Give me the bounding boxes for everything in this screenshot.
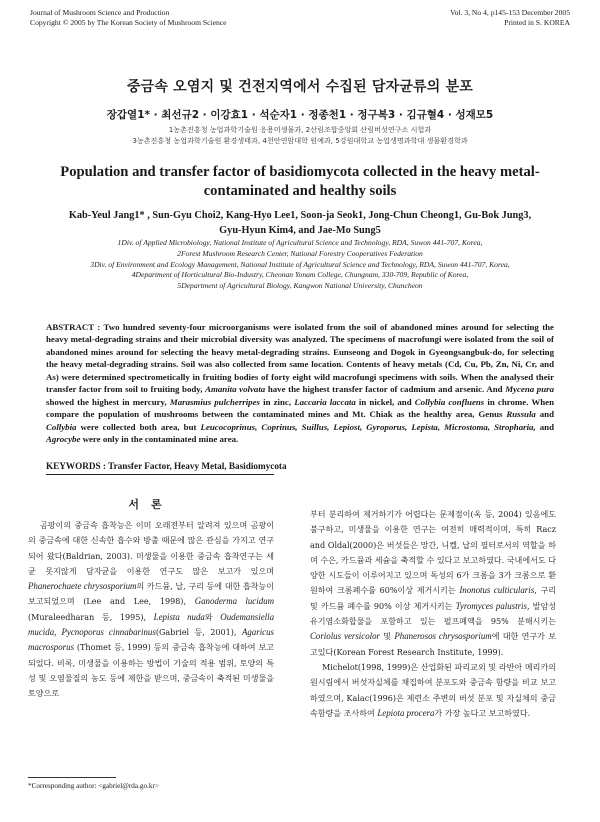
abstract-text: Two hundred seventy-four microorganisms were isolated from the soil of abandoned mines around for selecting the heavy metal-degrading strains and their microbial diversity was analyzed. The specimens of macrofungi were isolated from the soil of abandoned mines around for selecting the heavy metal-degrading strains. Eunseong and Dogok in Gyeongsangbuk-do, for selecting the heavy metal-degrading strains. Soil was also collected from same location. Contents of heavy metals (Cd, Cu, Pb, Zn, Ni, Cr, and As) were determined spectrometically in fruiting bodies of forty eight wild macrofungi specimens with soils. When the analysed their transfer factor from soil to fruiting body, <box>46 322 554 395</box>
species-name: Phanerochaete chrysosporium <box>28 581 137 592</box>
species-name: Laccaria laccata <box>294 396 356 407</box>
english-affiliation-line: 5Department of Agricultural Biology, Kangwon National University, Chuncheon <box>177 281 423 291</box>
abstract <box>46 321 554 446</box>
species-name: Oudemansiella mucida, Pycnoporus cinnabarinus <box>28 611 275 638</box>
english-title: Population and transfer factor of basidiomycota collected in the heavy metal-contaminated and healthy soils <box>60 164 540 199</box>
printed-in: Printed in S. KOREA <box>504 18 570 27</box>
body-text: 에 대한 연구가 보고있다(Korean Forest Research Institute, 1999). <box>310 632 556 657</box>
abstract-text: showed the highest in mercury, <box>46 396 167 407</box>
keywords-divider <box>46 474 274 475</box>
body-text: 및 <box>383 632 392 642</box>
body-text: 부터 분리하여 제거하기가 어렵다는 문제점이(옥 등, 2004) 있음에도 불구하고, 미생물을 이용한 연구는 여전히 매력적이며, 특히 Racz and Oldal(2000)은 버섯들은 망간, 니켈, 납의 필터로서의 역할을 하며 수은, 카드뮴과 세슘을 축적할 수 있다고 보고하였다. 국내에서도 다양한 시도들이 이루어지고 있으며 독성의 6가 크롬을 3가 크롬으로 환원하여 크롬폐수를 60%이상 제거시키는 <box>310 510 556 596</box>
keywords-text: Transfer Factor, Heavy Metal, Basidiomycota <box>108 461 287 471</box>
body-text: (Thomet 등, 1999) 등의 중금속 흡착능에 대하여 보고되었다. 비록, 미생물을 이용하는 방법이 기술의 적용 범위, 토양의 특성 및 오염물질의 농도 등에 제한을 받으며, 중금속이 축적된 미생물을 토양으로 <box>28 643 275 699</box>
korean-affiliation-line: 1농촌진흥청 농업과학기술원 응용미생물과, 2산림조합중앙회 산림버섯연구소 시험과 <box>168 125 432 134</box>
species-name: Agaricus macrosporus <box>28 627 274 653</box>
body-right-column <box>310 507 556 721</box>
abstract-text: in chrome. When compare the population of mushrooms between the contaminated mines and Mt. Chiak as the healthy area, Genus <box>46 396 555 420</box>
abstract-text: and <box>539 409 554 420</box>
species-name: Agrocybe <box>46 434 81 445</box>
abstract-text: have the highest transfer factor of cadmium and arsenic. And <box>267 384 503 395</box>
species-name: Amanita volvata <box>205 384 266 395</box>
abstract-text: were only in the contaminated mine area. <box>82 434 239 445</box>
species-name: Coriolus versicolor <box>310 631 381 642</box>
abstract-text: in zinc, <box>263 396 292 407</box>
korean-affiliations <box>0 124 600 146</box>
species-name: Collybia <box>46 421 77 432</box>
body-text: , 발암성 유기염소화합물을 포함하고 있는 펄프폐액을 95% 분해시키는 <box>310 601 556 627</box>
body-text: 가 가장 높다고 보고하였다. <box>434 708 531 718</box>
english-affiliations <box>40 238 560 292</box>
species-name: Marasmius pulcherripes <box>169 396 260 407</box>
species-name: Russula <box>506 409 536 420</box>
korean-title: 중금속 오염지 및 건전지역에서 수집된 담자균류의 분포 <box>126 79 474 95</box>
volume-info: Vol. 3, No 4, p145-153 December 2005 <box>450 8 570 17</box>
english-author-line: Kab-Yeul Jang1* , Sun-Gyu Choi2, Kang-Hyo Lee1, Soon-ja Seok1, Jong-Chun Cheong1, Gu-Bok Jung3, <box>68 210 532 221</box>
species-name: Mycena pura <box>505 384 555 395</box>
body-text: Michelot(1998, 1999)은 산업화된 파리교외 및 라반아 메리카의 원시림에서 버섯자실체를 채집하여 분포도와 중금속 함량을 비교 보고하였으며, Kalac(1996)은 제련소 주변의 버섯 분포 및 자실체의 중금속함량을 조사하여 <box>310 662 556 718</box>
english-affiliation-line: 1Div. of Applied Microbiology, National Institute of Agricultural Science and Technology, RDA, Suwon 441-707, Korea, <box>117 238 483 247</box>
english-affiliation-line: 3Div. of Environment and Ecology Management, National Institute of Agricultural Science and Technology, RDA, Suwon 441-707, Korea, <box>90 259 510 269</box>
journal-name: Journal of Mushroom Science and Production <box>30 8 170 17</box>
species-name: Ganoderma lucidum <box>194 596 274 607</box>
body-text: (Muraleedharan 등, 1995), <box>28 612 147 622</box>
abstract-text: and <box>539 421 555 432</box>
footnote-divider <box>28 777 116 778</box>
body-text: 의 카드뮴, 납, 구리 등에 대한 흡착능이 보고되었으며 (Lee and Lee, 1998), <box>28 582 274 607</box>
paragraph <box>310 507 556 660</box>
paragraph <box>310 660 556 721</box>
body-text: , 구리 및 카드뮴 폐수를 90% 이상 제거시키는 <box>310 586 556 611</box>
body-text: 와 <box>204 612 213 622</box>
body-text: (Gabriel 등, 2001), <box>155 628 237 638</box>
abstract-text: in nickel, and <box>358 396 412 407</box>
abstract-label: ABSTRACT : <box>46 322 101 332</box>
species-name: Tyromyces palustris <box>455 600 527 611</box>
body-text: 곰팡이의 중금속 흡착능은 이미 오래전부터 알려져 있으며 곰팡이의 중금속에 대한 신속한 흡수와 방출 때문에 많은 관심을 가지고 연구되어 왔다(Baldrian, 2003). 미생물을 이용한 중금속 흡착연구는 세균 못지않게 담자균을 이용한 연구도 많은 보고가 있으며 <box>28 521 274 576</box>
species-name: Lepiota procera <box>377 707 435 718</box>
keywords <box>46 461 554 471</box>
english-affiliation-line: 2Forest Mushroom Research Center, National Forestry Cooperatives Federation <box>177 248 423 258</box>
species-name: Lepista nuda <box>153 611 205 622</box>
body-left-column <box>28 518 274 702</box>
corresponding-author-footnote: *Corresponding author: <gabriel@rda.go.kr> <box>28 782 159 790</box>
copyright-line: Copyright © 2005 by The Korean Society of Mushroom Science <box>30 18 227 27</box>
keywords-label: KEYWORDS : <box>46 461 106 471</box>
species-name: Inonotus culticularis <box>459 585 535 596</box>
english-affiliation-line: 4Department of Horticultural Bio-Industry, Cheonan Yonam College, Chungnam, 330-709, Republic of Korea, <box>131 270 469 280</box>
korean-authors: 장갑열1* · 최선규2 · 이강효1 · 석순자1 · 정종천1 · 정구복3 · 김규혈4 · 성재모5 <box>106 109 494 121</box>
species-name: Leucocoprinus, Coprinus, Suillus, Lepiost, Gyroporus, Lepista, Microstoma, Stropharia, <box>200 421 536 432</box>
abstract-text: were collected both area, but <box>80 421 197 432</box>
english-author-line: Gyu-Hyun Kim4, and Jae-Mo Sung5 <box>219 225 381 236</box>
korean-affiliation-line: 3농촌진흥청 농업과학기술원 환경생태과, 4천안연암대학 원예과, 5강원대학교 농업생명과학대 생물환경학과 <box>132 136 468 145</box>
species-name: Phanerosos chrysosporium <box>394 631 492 642</box>
section-heading: 서론 <box>128 498 174 511</box>
species-name: Collybia confluens <box>414 396 485 407</box>
english-authors <box>50 208 550 238</box>
